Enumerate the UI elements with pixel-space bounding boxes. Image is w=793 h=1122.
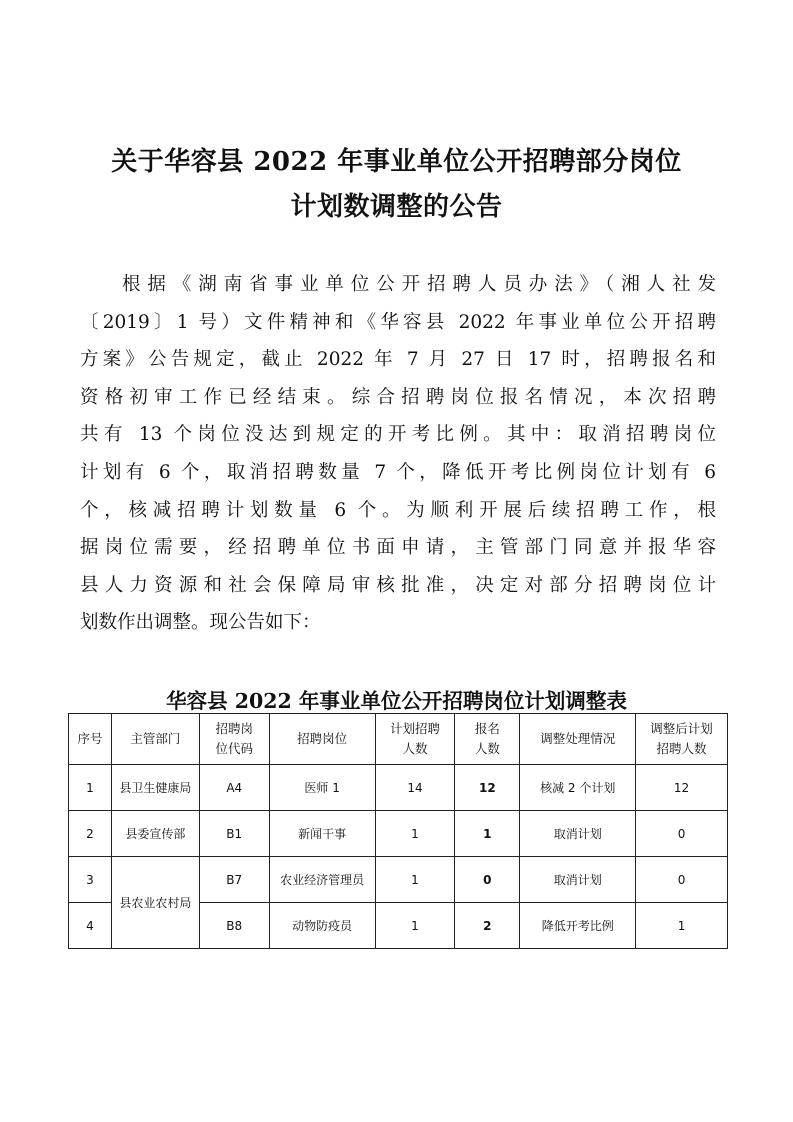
table-row — [69, 857, 728, 903]
header-post: 招聘岗位 — [269, 714, 375, 765]
body-line: 县人力资源和社会保障局审核批准，决定对部分招聘岗位计 — [80, 574, 716, 596]
header-plan — [375, 714, 455, 765]
body-line: 〔2019〕1 号）文件精神和《华容县 2022 年事业单位公开招聘 — [80, 311, 716, 333]
header-dept: 主管部门 — [111, 714, 199, 765]
cell-dept: 县委宣传部 — [111, 811, 199, 857]
notice-title-line-2: 计划数调整的公告 — [290, 192, 503, 222]
body-line: 个，核减招聘计划数量 6 个。为顺利开展后续招聘工作，根 — [80, 499, 716, 521]
cell-handling: 取消计划 — [520, 811, 636, 857]
cell-handling: 取消计划 — [520, 857, 636, 903]
cell-after: 0 — [636, 857, 728, 903]
header-apply-line2: 人数 — [474, 741, 500, 756]
body-line: 共有 13 个岗位没达到规定的开考比例。其中：取消招聘岗位 — [80, 424, 716, 446]
header-after-line2: 招聘人数 — [656, 741, 707, 756]
cell-post: 医师 1 — [269, 765, 375, 811]
header-code — [199, 714, 269, 765]
body-line: 计划有 6 个，取消招聘数量 7 个，降低开考比例岗位计划有 6 — [80, 461, 716, 483]
notice-body — [80, 266, 716, 642]
header-apply — [455, 714, 520, 765]
cell-plan: 14 — [375, 765, 455, 811]
header-code-line1: 招聘岗 — [215, 721, 253, 736]
body-line: 资格初审工作已经结束。综合招聘岗位报名情况，本次招聘 — [80, 386, 716, 408]
cell-apply: 2 — [455, 903, 520, 949]
table-row — [69, 765, 728, 811]
header-after — [636, 714, 728, 765]
table-caption: 华容县 2022 年事业单位公开招聘岗位计划调整表 — [166, 689, 627, 713]
cell-code: A4 — [199, 765, 269, 811]
cell-handling: 核减 2 个计划 — [520, 765, 636, 811]
cell-after: 1 — [636, 903, 728, 949]
header-code-line2: 位代码 — [215, 741, 253, 756]
header-plan-line2: 人数 — [402, 741, 428, 756]
header-seq: 序号 — [69, 714, 112, 765]
cell-seq: 1 — [69, 765, 112, 811]
cell-code: B1 — [199, 811, 269, 857]
cell-code: B7 — [199, 857, 269, 903]
header-plan-line1: 计划招聘 — [389, 721, 440, 736]
header-after-line1: 调整后计划 — [650, 721, 713, 736]
cell-handling: 降低开考比例 — [520, 903, 636, 949]
header-apply-line1: 报名 — [474, 721, 500, 736]
cell-dept: 县农业农村局 — [111, 857, 199, 949]
cell-dept: 县卫生健康局 — [111, 765, 199, 811]
body-line: 划数作出调整。现公告如下： — [80, 612, 321, 634]
cell-code: B8 — [199, 903, 269, 949]
body-line: 据岗位需要，经招聘单位书面申请，主管部门同意并报华容 — [80, 537, 716, 559]
cell-post: 农业经济管理员 — [269, 857, 375, 903]
cell-apply: 0 — [455, 857, 520, 903]
adjustment-table — [68, 713, 728, 949]
cell-apply: 12 — [455, 765, 520, 811]
cell-post: 动物防疫员 — [269, 903, 375, 949]
body-line: 根据《湖南省事业单位公开招聘人员办法》（湘人社发 — [122, 274, 716, 295]
cell-seq: 3 — [69, 857, 112, 903]
body-line: 方案》公告规定，截止 2022 年 7 月 27 日 17 时，招聘报名和 — [80, 349, 716, 371]
cell-after: 12 — [636, 765, 728, 811]
cell-post: 新闻干事 — [269, 811, 375, 857]
notice-title-line-1: 关于华容县 2022 年事业单位公开招聘部分岗位 — [111, 147, 682, 177]
cell-seq: 4 — [69, 903, 112, 949]
header-handling: 调整处理情况 — [520, 714, 636, 765]
cell-apply: 1 — [455, 811, 520, 857]
cell-plan: 1 — [375, 903, 455, 949]
cell-plan: 1 — [375, 857, 455, 903]
cell-after: 0 — [636, 811, 728, 857]
cell-seq: 2 — [69, 811, 112, 857]
table-row — [69, 811, 728, 857]
cell-plan: 1 — [375, 811, 455, 857]
table-header-row — [69, 714, 728, 765]
